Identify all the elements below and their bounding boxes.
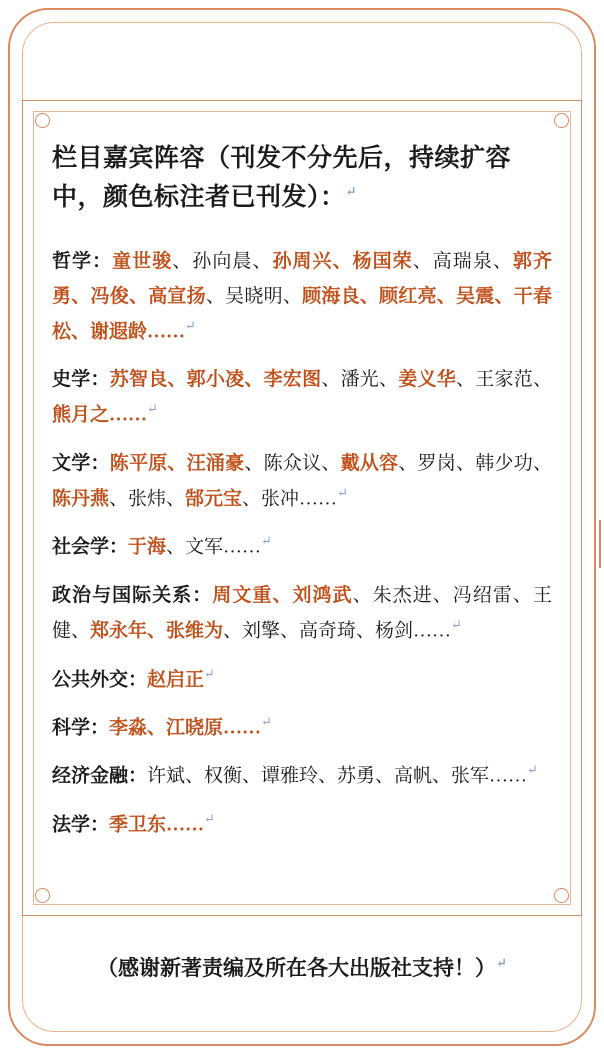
guest-names-published: 陈平原、汪涌豪 xyxy=(109,452,245,474)
guest-names-pending: 、罗岗、韩少功、 xyxy=(398,452,552,474)
section-label: 科学： xyxy=(52,717,110,739)
guest-names-published: 李淼、江晓原…… xyxy=(109,717,262,739)
guest-names-published: 郜元宝 xyxy=(185,488,243,510)
section-label: 哲学： xyxy=(52,250,113,272)
footer-note-text: （感谢新著责编及所在各大出版社支持！） xyxy=(97,956,497,980)
paragraph-mark-icon: ↵ xyxy=(185,317,196,333)
guest-section xyxy=(52,807,552,842)
guest-names-published: 周文重、刘鸿武 xyxy=(212,584,353,606)
section-label: 公共外交： xyxy=(52,668,148,690)
guest-section xyxy=(52,244,552,350)
footer-note xyxy=(0,952,604,982)
guest-names-pending: 、刘擎、高奇琦、杨剑…… xyxy=(223,620,452,642)
guest-names-published: 郭齐勇、冯俊、高宣扬 xyxy=(52,250,552,307)
section-list xyxy=(52,244,552,843)
guest-section xyxy=(52,362,552,433)
footer-paragraph-mark-icon: ↵ xyxy=(496,955,507,970)
guest-names-pending: 、孙向晨、 xyxy=(172,250,273,272)
section-label: 史学： xyxy=(52,369,110,391)
paragraph-mark-icon: ↵ xyxy=(204,665,215,681)
edge-tick-mark xyxy=(599,520,601,568)
guest-names-published: 顾海良、顾红亮、吴震、干春松、谢遐龄…… xyxy=(52,285,552,343)
corner-dot-bottom-right-icon xyxy=(554,888,569,903)
guest-names-published: 姜义华 xyxy=(398,369,456,391)
section-label: 经济金融： xyxy=(52,765,148,787)
guest-names-pending: 、陈众议、 xyxy=(244,452,341,474)
guest-names-published: 熊月之…… xyxy=(52,404,148,426)
guest-names-pending: 、潘光、 xyxy=(321,369,399,391)
guest-names-published: 季卫东…… xyxy=(109,814,205,836)
section-label: 文学： xyxy=(52,452,110,474)
page-title-text: 栏目嘉宾阵容（刊发不分先后，持续扩容中，颜色标注者已刊发）： xyxy=(52,145,512,211)
guest-names-pending: 许斌、权衡、谭雅玲、苏勇、高帆、张军…… xyxy=(147,765,528,787)
paragraph-mark-icon: ↵ xyxy=(147,401,158,417)
paragraph-mark-icon: ↵ xyxy=(261,533,272,549)
guest-names-published: 苏智良、郭小凌、李宏图 xyxy=(109,369,322,391)
guest-names-published: 陈丹燕 xyxy=(52,488,110,510)
guest-names-pending: 、高瑞泉、 xyxy=(412,250,513,272)
guest-names-pending: 、王家范、 xyxy=(456,369,552,391)
paragraph-mark-icon: ↵ xyxy=(204,810,215,826)
guest-section xyxy=(52,662,552,697)
section-label: 政治与国际关系： xyxy=(52,584,213,606)
document-body xyxy=(52,140,552,855)
title-paragraph-mark-icon: ↵ xyxy=(345,183,357,199)
paragraph-mark-icon: ↵ xyxy=(337,485,348,500)
guest-names-pending: 、文军…… xyxy=(166,536,262,558)
paragraph-mark-icon: ↵ xyxy=(527,762,538,778)
guest-names-published: 于海 xyxy=(128,536,167,558)
guest-names-published: 赵启正 xyxy=(147,668,205,690)
corner-dot-top-left-icon xyxy=(35,113,50,128)
guest-section xyxy=(52,446,552,517)
guest-names-published: 童世骏 xyxy=(112,250,173,272)
section-label: 法学： xyxy=(52,814,110,836)
guest-section xyxy=(52,758,552,793)
guest-names-pending: 、朱杰进、冯绍雷、王健、 xyxy=(52,584,552,642)
guest-names-pending: 、吴晓明、 xyxy=(205,285,303,307)
corner-dot-top-right-icon xyxy=(554,113,569,128)
guest-names-pending: 、张炜、 xyxy=(109,488,186,510)
guest-section xyxy=(52,710,552,745)
paragraph-mark-icon: ↵ xyxy=(451,617,462,633)
guest-names-published: 郑永年、张维为 xyxy=(90,620,224,642)
guest-names-published: 戴从容 xyxy=(340,452,399,474)
guest-names-published: 孙周兴、杨国荣 xyxy=(272,250,413,272)
section-label: 社会学： xyxy=(52,536,129,558)
guest-section xyxy=(52,578,552,649)
guest-section xyxy=(52,529,552,564)
corner-dot-bottom-left-icon xyxy=(35,888,50,903)
paragraph-mark-icon: ↵ xyxy=(261,714,272,730)
page-title xyxy=(52,140,552,218)
guest-names-pending: 、张冲…… xyxy=(242,488,338,510)
